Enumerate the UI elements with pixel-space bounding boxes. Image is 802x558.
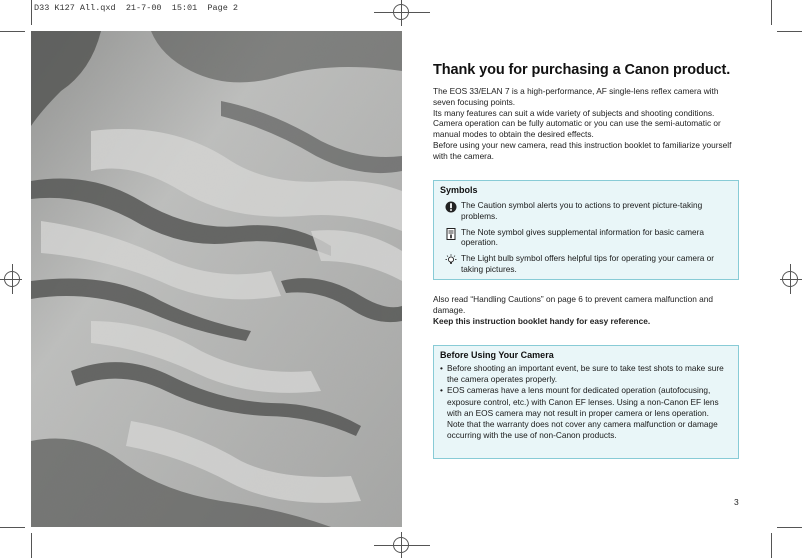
intro-paragraph: The EOS 33/ELAN 7 is a high-performance, AF single-lens reflex camera with seven focusing points. <box>433 86 719 107</box>
list-item: • Before shooting an important event, be sure to take test shots to make sure the camera operates properly. <box>440 363 732 385</box>
light-bulb-icon <box>445 254 457 266</box>
page-number: 3 <box>734 497 739 507</box>
also-read-text: Also read “Handling Cautions” on page 6 to prevent camera malfunction and damage. <box>433 294 713 315</box>
file-slug: D33 K127 All.qxd 21-7-00 15:01 Page 2 <box>34 3 239 13</box>
symbol-text: The Light bulb symbol offers helpful tips for operating your camera or taking pictures. <box>461 253 715 274</box>
intro-text <box>433 86 738 162</box>
intro-paragraph: Before using your new camera, read this instruction booklet to familiarize yourself with the camera. <box>433 139 732 161</box>
symbols-box <box>433 180 739 280</box>
handling-cautions-note <box>433 294 738 326</box>
before-using-list <box>440 363 732 441</box>
symbol-item-caution <box>434 200 738 222</box>
caution-icon <box>445 201 457 213</box>
keep-handy-text: Keep this instruction booklet handy for easy reference. <box>433 315 651 326</box>
note-icon <box>445 228 457 240</box>
before-using-heading: Before Using Your Camera <box>440 350 554 360</box>
warranty-note: Note that the warranty does not cover any camera malfunction or damage occurring with the use of non-Canon products. <box>447 419 718 441</box>
before-using-box <box>433 345 739 459</box>
symbol-text: The Note symbol gives supplemental information for basic camera operation. <box>461 226 705 248</box>
list-item-text: EOS cameras have a lens mount for dedicated operation (autofocusing, exposure control, etc.) with Canon EF lenses. Using a non-Canon EF lens with an EOS camera may not result in proper camera or lens operation. <box>447 385 719 418</box>
symbol-item-note <box>434 227 738 249</box>
symbol-text: The Caution symbol alerts you to actions to prevent picture-taking problems. <box>461 200 703 221</box>
symbol-item-light-bulb <box>434 253 738 275</box>
symbols-heading: Symbols <box>440 185 478 195</box>
list-item <box>440 385 732 441</box>
page-title: Thank you for purchasing a Canon product. <box>433 62 731 78</box>
snow-landscape-photo <box>31 31 402 527</box>
intro-paragraph: Its many features can suit a wide variety of subjects and shooting conditions. Camera operation can be fully automatic or you can use the semi-automatic or manual modes to obtain the desired effects. <box>433 107 721 140</box>
